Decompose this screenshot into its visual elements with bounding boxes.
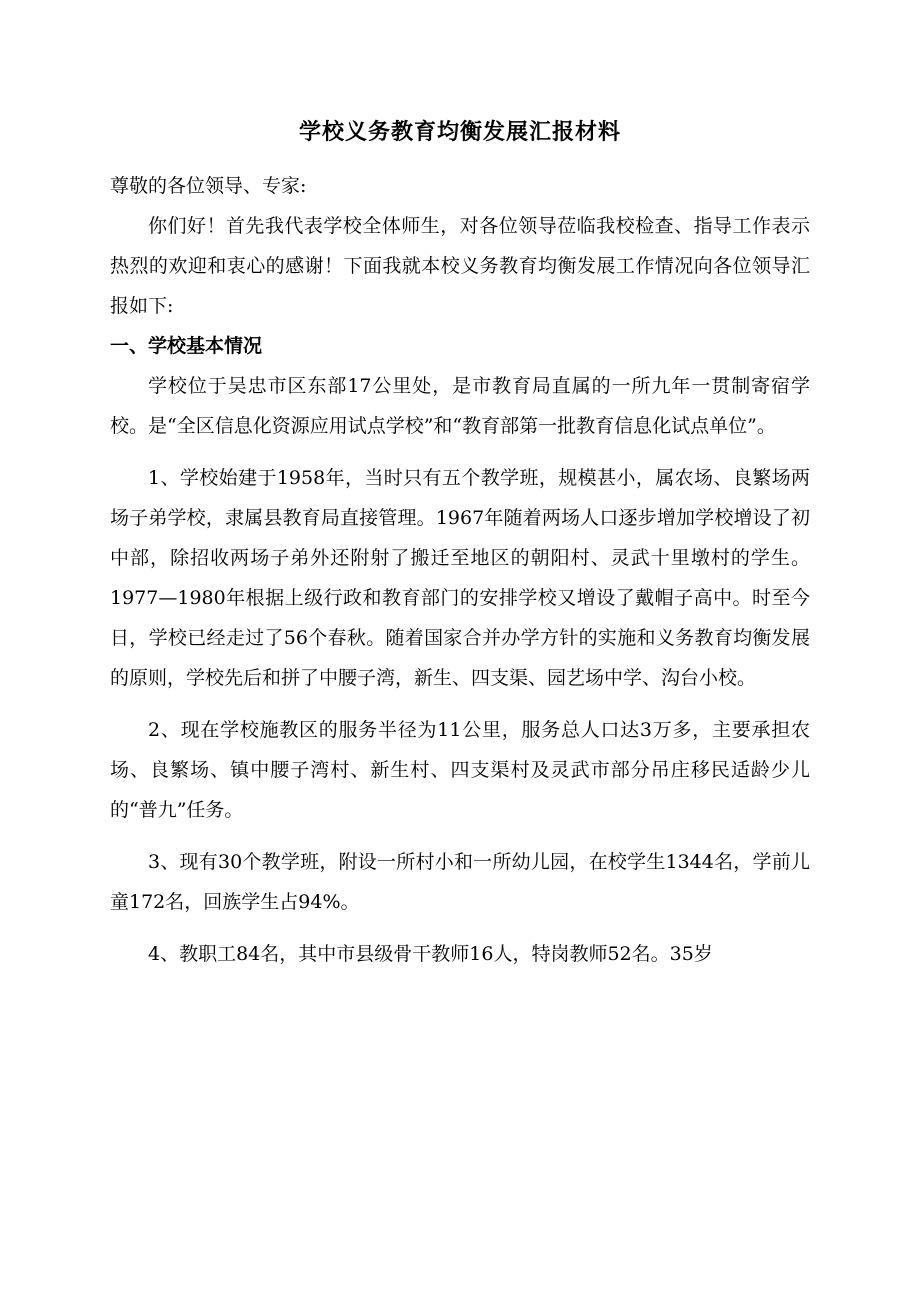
section-heading-basic-info: 一、学校基本情况 [110, 335, 263, 357]
paragraph-service-area: 2、现在学校施教区的服务半径为11公里，服务总人口达3万多，主要承担农场、良繁场、镇中腰子湾村、新生村、四支渠村及灵武市部分吊庄移民适龄少儿的“普九”任务。 [110, 719, 810, 821]
document-body [110, 166, 810, 974]
paragraph-staff: 4、教职工84名，其中市县级骨干教师16人，特岗教师52名。35岁 [148, 943, 713, 965]
intro-paragraph: 你们好！首先我代表学校全体师生，对各位领导莅临我校检查、指导工作表示热烈的欢迎和衷心的感谢！下面我就本校义务教育均衡发展工作情况向各位领导汇报如下: [110, 215, 810, 317]
salutation: 尊敬的各位领导、专家: [110, 175, 307, 197]
overview-paragraph: 学校位于吴忠市区东部17公里处，是市教育局直属的一所九年一贯制寄宿学校。是“全区信息化资源应用试点学校”和“教育部第一批教育信息化试点单位”。 [110, 375, 810, 437]
paragraph-classes: 3、现有30个教学班，附设一所村小和一所幼儿园，在校学生1344名，学前儿童172名，回族学生占94%。 [110, 851, 810, 913]
paragraph-history: 1、学校始建于1958年，当时只有五个教学班，规模甚小，属农场、良繁场两场子弟学校，隶属县教育局直接管理。1967年随着两场人口逐步增加学校增设了初中部，除招收两场子弟外还附射了搬迁至地区的朝阳村、灵武十里墩村的学生。1977—1980年根据上级行政和教育部门的安排学校又增设了戴帽子高中。时至今日，学校已经走过了56个春秋。随着国家合并办学方针的实施和义务教育均衡发展的原则，学校先后和拼了中腰子湾，新生、四支渠、园艺场中学、沟台小校。 [110, 467, 810, 689]
document-title: 学校义务教育均衡发展汇报材料 [298, 119, 621, 145]
